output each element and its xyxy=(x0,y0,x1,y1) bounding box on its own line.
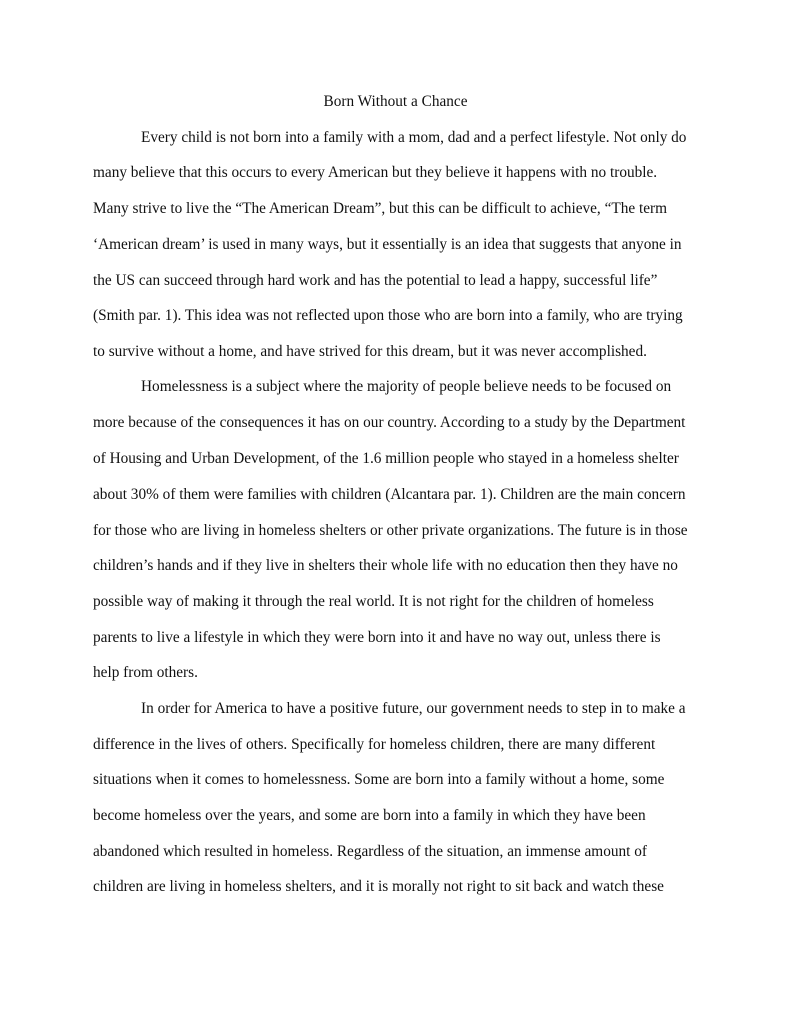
document-title: Born Without a Chance xyxy=(323,93,468,110)
text-line: more because of the consequences it has on our country. According to a study by the Department xyxy=(93,414,686,431)
text-line: (Smith par. 1). This idea was not reflected upon those who are born into a family, who are trying xyxy=(93,307,683,324)
text-line: In order for America to have a positive future, our government needs to step in to make a xyxy=(141,700,686,717)
text-line: Every child is not born into a family with a mom, dad and a perfect lifestyle. Not only do xyxy=(141,129,687,146)
text-line: abandoned which resulted in homeless. Regardless of the situation, an immense amount of xyxy=(93,843,647,860)
text-line: help from others. xyxy=(93,664,198,681)
text-line: for those who are living in homeless shelters or other private organizations. The future is in those xyxy=(93,522,688,539)
text-line: ‘American dream’ is used in many ways, but it essentially is an idea that suggests that anyone in xyxy=(93,236,682,253)
text-line: to survive without a home, and have strived for this dream, but it was never accomplished. xyxy=(93,343,647,360)
text-line: become homeless over the years, and some are born into a family in which they have been xyxy=(93,807,646,824)
text-line: situations when it comes to homelessness. Some are born into a family without a home, some xyxy=(93,771,665,788)
text-line: Many strive to live the “The American Dream”, but this can be difficult to achieve, “The term xyxy=(93,200,667,217)
text-line: children are living in homeless shelters, and it is morally not right to sit back and watch these xyxy=(93,878,664,895)
text-line: of Housing and Urban Development, of the 1.6 million people who stayed in a homeless shelter xyxy=(93,450,679,467)
text-line: the US can succeed through hard work and has the potential to lead a happy, successful life” xyxy=(93,272,658,289)
text-line: parents to live a lifestyle in which they were born into it and have no way out, unless there is xyxy=(93,629,661,646)
text-line: possible way of making it through the real world. It is not right for the children of homeless xyxy=(93,593,654,610)
text-line: many believe that this occurs to every American but they believe it happens with no trouble. xyxy=(93,164,658,181)
text-line: about 30% of them were families with children (Alcantara par. 1). Children are the main concern xyxy=(93,486,686,503)
text-line: difference in the lives of others. Specifically for homeless children, there are many different xyxy=(93,736,656,753)
text-line: children’s hands and if they live in shelters their whole life with no education then they have no xyxy=(93,557,678,574)
text-line: Homelessness is a subject where the majority of people believe needs to be focused on xyxy=(141,378,672,395)
